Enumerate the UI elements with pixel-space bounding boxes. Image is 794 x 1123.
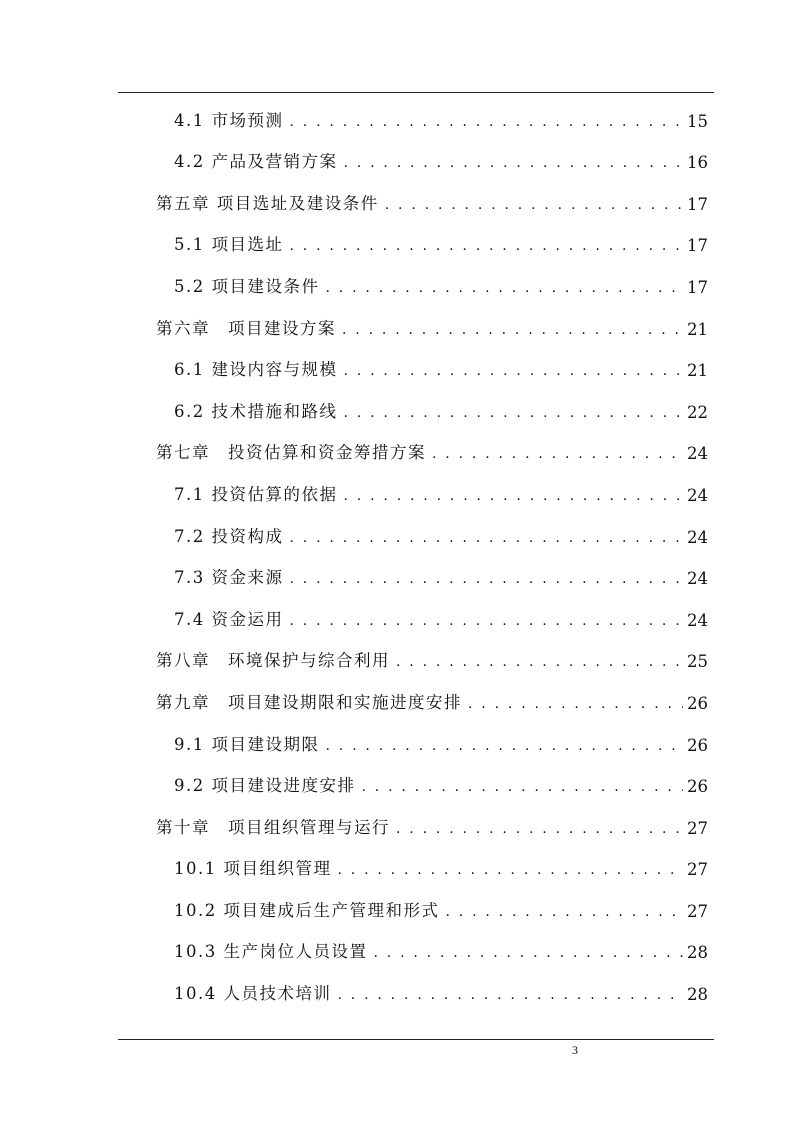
- toc-dot-leader: [445, 901, 683, 921]
- toc-dot-leader: [468, 693, 683, 713]
- toc-dot-leader: [290, 568, 684, 588]
- toc-entry-page: 27: [687, 818, 708, 838]
- toc-dot-leader: [396, 818, 683, 838]
- toc-dot-leader: [385, 194, 683, 214]
- toc-entry-page: 27: [687, 901, 708, 921]
- toc-section-entry[interactable]: [156, 970, 708, 1012]
- toc-entry-title: 5.2 项目建设条件: [174, 276, 320, 296]
- toc-entry-title: 9.2 项目建设进度安排: [174, 776, 356, 796]
- toc-entry-title: 4.1 市场预测: [174, 110, 284, 130]
- toc-chapter-entry[interactable]: [156, 679, 708, 721]
- toc-entry-title: 第七章 投资估算和资金筹措方案: [156, 443, 426, 463]
- toc-dot-leader: [326, 735, 684, 755]
- toc-section-entry[interactable]: [156, 97, 708, 139]
- toc-dot-leader: [290, 111, 684, 131]
- toc-entry-title: 第十章 项目组织管理与运行: [156, 817, 390, 837]
- toc-entry-title: 9.1 项目建设期限: [174, 734, 320, 754]
- toc-section-entry[interactable]: [156, 139, 708, 181]
- toc-dot-leader: [290, 610, 684, 630]
- toc-dot-leader: [373, 942, 683, 962]
- toc-entry-page: 22: [687, 402, 708, 422]
- toc-section-entry[interactable]: [156, 388, 708, 430]
- toc-section-entry[interactable]: [156, 596, 708, 638]
- table-of-contents: [156, 97, 708, 1012]
- toc-entry-title: 第五章 项目选址及建设条件: [156, 193, 379, 213]
- toc-entry-page: 28: [687, 943, 708, 963]
- toc-chapter-entry[interactable]: [156, 430, 708, 472]
- toc-dot-leader: [344, 360, 684, 380]
- toc-dot-leader: [337, 859, 683, 879]
- toc-section-entry[interactable]: [156, 471, 708, 513]
- toc-dot-leader: [326, 277, 684, 297]
- toc-entry-title: 6.2 技术措施和路线: [174, 401, 338, 421]
- toc-dot-leader: [344, 402, 684, 422]
- toc-section-entry[interactable]: [156, 513, 708, 555]
- toc-entry-page: 17: [687, 236, 708, 256]
- toc-dot-leader: [290, 235, 684, 255]
- toc-dot-leader: [344, 485, 684, 505]
- toc-chapter-entry[interactable]: [156, 305, 708, 347]
- toc-entry-page: 26: [687, 693, 708, 713]
- toc-dot-leader: [344, 152, 684, 172]
- toc-entry-title: 10.1 项目组织管理: [174, 859, 332, 879]
- toc-entry-page: 26: [687, 777, 708, 797]
- toc-entry-page: 24: [687, 485, 708, 505]
- toc-entry-title: 7.3 资金来源: [174, 568, 284, 588]
- toc-entry-title: 第六章 项目建设方案: [156, 318, 336, 338]
- toc-section-entry[interactable]: [156, 887, 708, 929]
- header-rule: [118, 92, 714, 93]
- toc-entry-page: 21: [687, 361, 708, 381]
- footer-rule: [118, 1039, 714, 1040]
- toc-chapter-entry[interactable]: [156, 180, 708, 222]
- toc-entry-page: 25: [687, 652, 708, 672]
- toc-dot-leader: [432, 443, 683, 463]
- toc-dot-leader: [342, 319, 683, 339]
- toc-entry-page: 21: [687, 319, 708, 339]
- toc-entry-title: 第八章 环境保护与综合利用: [156, 651, 390, 671]
- toc-entry-title: 6.1 建设内容与规模: [174, 360, 338, 380]
- toc-entry-page: 16: [687, 153, 708, 173]
- toc-section-entry[interactable]: [156, 763, 708, 805]
- toc-entry-title: 7.1 投资估算的依据: [174, 484, 338, 504]
- toc-entry-page: 27: [687, 860, 708, 880]
- toc-section-entry[interactable]: [156, 222, 708, 264]
- toc-entry-page: 24: [687, 569, 708, 589]
- toc-section-entry[interactable]: [156, 721, 708, 763]
- toc-entry-page: 24: [687, 444, 708, 464]
- toc-section-entry[interactable]: [156, 929, 708, 971]
- toc-entry-title: 10.2 项目建成后生产管理和形式: [174, 900, 440, 920]
- toc-entry-title: 10.4 人员技术培训: [174, 984, 332, 1004]
- toc-section-entry[interactable]: [156, 555, 708, 597]
- toc-entry-title: 7.2 投资构成: [174, 526, 284, 546]
- toc-section-entry[interactable]: [156, 347, 708, 389]
- toc-dot-leader: [396, 651, 683, 671]
- toc-entry-page: 24: [687, 610, 708, 630]
- toc-entry-page: 28: [687, 985, 708, 1005]
- toc-entry-page: 26: [687, 735, 708, 755]
- toc-entry-title: 10.3 生产岗位人员设置: [174, 942, 368, 962]
- toc-entry-page: 24: [687, 527, 708, 547]
- toc-entry-title: 4.2 产品及营销方案: [174, 152, 338, 172]
- toc-section-entry[interactable]: [156, 846, 708, 888]
- toc-entry-page: 15: [687, 111, 708, 131]
- toc-entry-title: 5.1 项目选址: [174, 235, 284, 255]
- toc-dot-leader: [337, 984, 683, 1004]
- toc-entry-title: 7.4 资金运用: [174, 609, 284, 629]
- toc-chapter-entry[interactable]: [156, 804, 708, 846]
- page-number: 3: [572, 1043, 578, 1057]
- toc-entry-page: 17: [687, 277, 708, 297]
- toc-dot-leader: [362, 776, 684, 796]
- toc-entry-title: 第九章 项目建设期限和实施进度安排: [156, 692, 462, 712]
- toc-section-entry[interactable]: [156, 263, 708, 305]
- toc-chapter-entry[interactable]: [156, 638, 708, 680]
- toc-entry-page: 17: [687, 194, 708, 214]
- toc-dot-leader: [290, 527, 684, 547]
